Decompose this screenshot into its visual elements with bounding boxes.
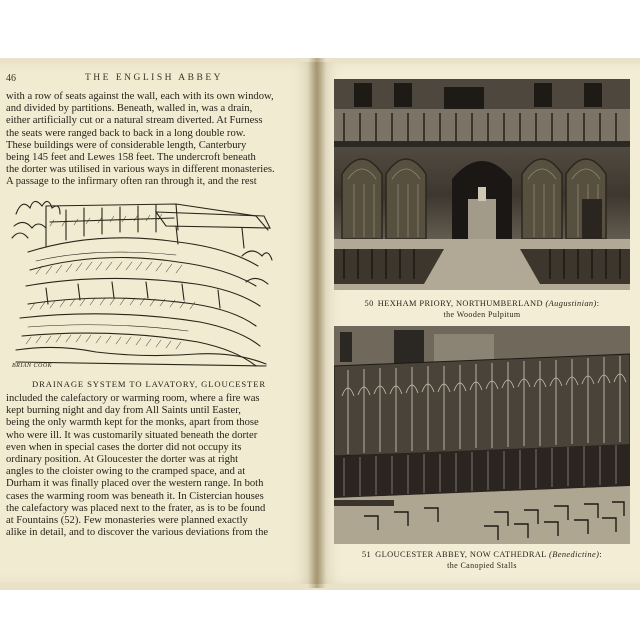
plate-51-subtitle: the Canopied Stalls <box>447 561 517 570</box>
text-line: alike in detail, and to discover the various deviations from the <box>6 527 269 539</box>
book-gutter <box>308 58 326 588</box>
plate-51-title: GLOUCESTER ABBEY, NOW CATHEDRAL <box>375 550 547 559</box>
plate-50-number: 50 <box>364 299 374 308</box>
text-line: at Fountains (52). Few monasteries were planned exactly <box>6 515 248 527</box>
plate-51-caption <box>334 549 630 571</box>
plate-50-caption <box>334 298 630 320</box>
text-line: angles to the cloister owing to the cramped space, and at <box>6 466 246 478</box>
text-line: These buildings were of considerable length, Canterbury <box>6 139 247 151</box>
text-line: the dorter was utilised in various ways in different monasteries. <box>6 164 275 176</box>
plate-51-colon: : <box>599 550 603 559</box>
plate-51-order: (Benedictine) <box>549 550 600 559</box>
body-text-top <box>6 91 280 189</box>
body-text-bottom <box>6 393 280 539</box>
text-line: either artificially cut or a natural stream diverted. At Furness <box>6 115 263 127</box>
plate-51-number: 51 <box>361 550 372 559</box>
drainage-drawing <box>6 186 276 376</box>
text-line: and divided by partitions. Beneath, walled in, was a drain, <box>6 103 253 115</box>
text-line: who were ill. It was customarily situated beneath the dorter <box>6 429 258 441</box>
text-line: included the calefactory or warming room, where a fire was <box>6 393 260 404</box>
plate-50-subtitle: the Wooden Pulpitum <box>443 310 521 319</box>
plate-50-colon: : <box>596 299 600 308</box>
running-head-title: THE ENGLISH ABBEY <box>84 73 224 83</box>
text-line: the seats were ranged back to back in a long double row. <box>6 127 246 139</box>
text-line: kept burning night and day from All Saints until Easter, <box>6 405 241 417</box>
gloucester-stalls-photo <box>334 326 630 544</box>
text-line: cases the warming room was beneath it. In Cistercian houses <box>6 490 264 502</box>
text-line: with a row of seats against the wall, each with its own window, <box>6 91 274 102</box>
text-line: Durham it was finally placed over the western range. In both <box>6 478 264 490</box>
running-head <box>6 73 302 87</box>
text-line: ordinary position. At Gloucester the dorter was at right <box>6 454 239 466</box>
plate-50-order: (Augustinian) <box>545 299 597 308</box>
plate-50-title: HEXHAM PRIORY, NORTHUMBERLAND <box>377 299 543 308</box>
drainage-sketch-illustration <box>6 186 276 376</box>
hexham-pulpitum-photo <box>334 79 630 290</box>
plate-gloucester-photo <box>334 326 630 544</box>
text-line: being 145 feet and Lewes 158 feet. The undercroft beneath <box>6 152 256 164</box>
illustrator-signature: BRIAN COOK <box>12 363 53 369</box>
text-line: even when in special cases the dorter did not occupy its <box>6 441 242 453</box>
page-number: 46 <box>6 73 16 84</box>
text-line: the calefactory was placed next to the frater, as is to be found <box>6 502 266 514</box>
text-line: being the only warmth kept for the monks, apart from those <box>6 417 259 429</box>
text-line: A passage to the infirmary often ran through it, and the rest <box>6 176 257 188</box>
plate-hexham-photo <box>334 79 630 290</box>
figure-caption: DRAINAGE SYSTEM TO LAVATORY, GLOUCESTER <box>32 379 266 389</box>
